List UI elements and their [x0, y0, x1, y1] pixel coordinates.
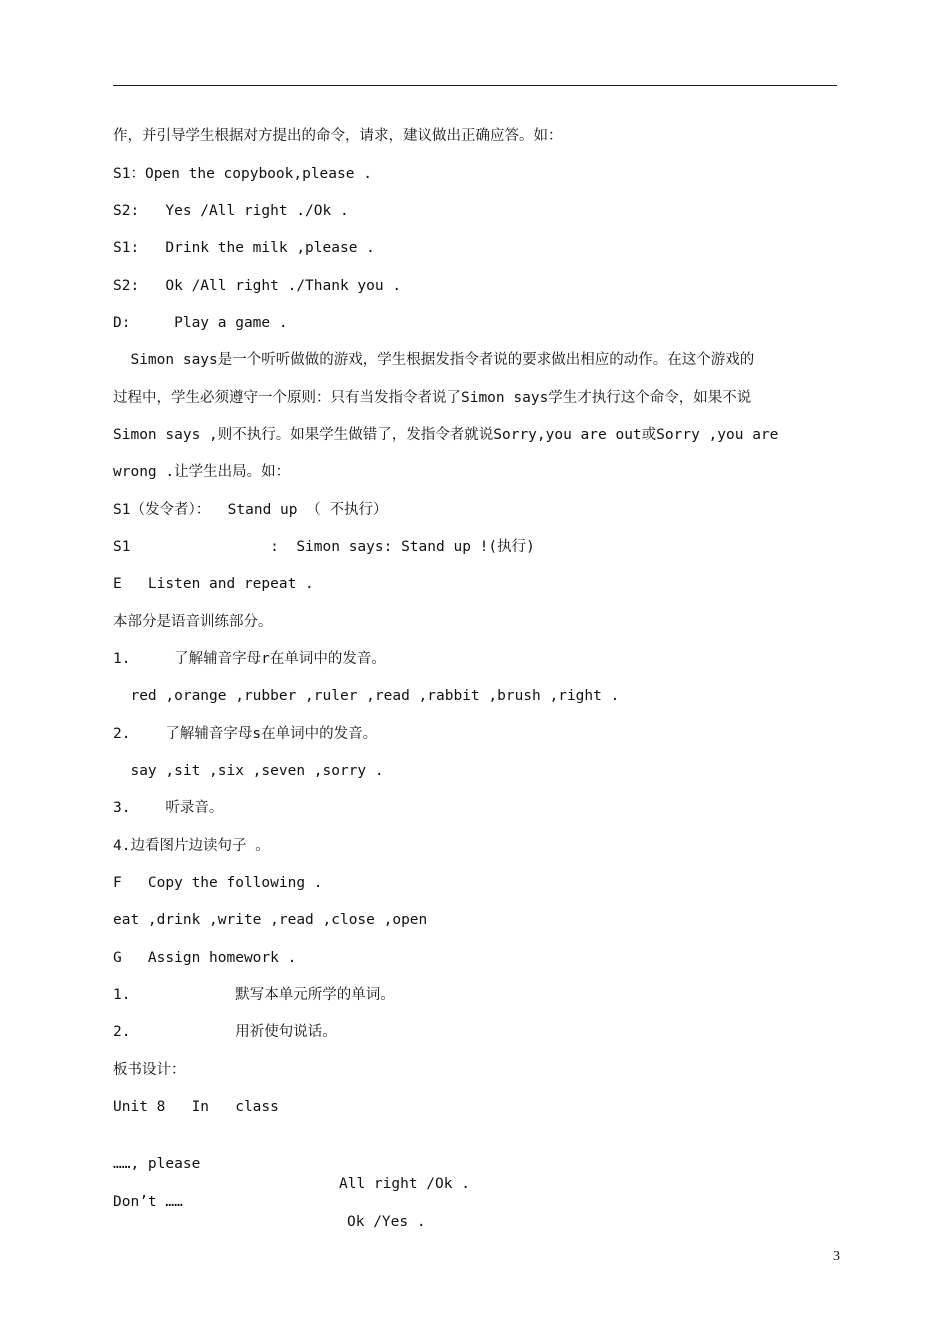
board-row-left: ……, please	[113, 1156, 201, 1172]
text-line: S1：Open the copybook,please .	[113, 166, 372, 182]
page-number: 3	[833, 1249, 840, 1264]
board-row-left: Don’t ……	[113, 1194, 183, 1210]
text-line: S1: Drink the milk ,please .	[113, 240, 375, 256]
text-line: 过程中，学生必须遵守一个原则：只有当发指令者说了Simon says学生才执行这个命令，如果不说	[113, 390, 752, 406]
text-line: 本部分是语音训练部分。	[113, 614, 273, 630]
text-line: S1（发令者）： Stand up （ 不执行）	[113, 502, 388, 518]
text-line: S2: Yes /All right ./Ok .	[113, 203, 349, 219]
text-line: 板书设计：	[113, 1062, 186, 1078]
board-row	[113, 1172, 837, 1252]
text-line: 1. 了解辅音字母r在单词中的发音。	[113, 651, 386, 667]
text-line: red ,orange ,rubber ,ruler ,read ,rabbit ,brush ,right .	[113, 688, 620, 704]
text-line: 作，并引导学生根据对方提出的命令，请求，建议做出正确应答。如：	[113, 128, 563, 144]
text-line: 4.边看图片边读句子 。	[113, 838, 270, 854]
text-line: S1 : Simon says: Stand up !(执行)	[113, 539, 535, 555]
text-line: wrong .让学生出局。如：	[113, 464, 291, 480]
board-row-right: All right /Ok .	[339, 1176, 470, 1192]
text-line: Simon says ,则不执行。如果学生做错了，发指令者就说Sorry,you are out或Sorry ,you are	[113, 427, 779, 443]
section-heading: G Assign homework .	[113, 950, 297, 966]
text-line: S2: Ok /All right ./Thank you .	[113, 278, 402, 294]
text-line: Unit 8 In class	[113, 1099, 279, 1115]
text-line: 3. 听录音。	[113, 800, 224, 816]
text-line: say ,sit ,six ,seven ,sorry .	[113, 763, 384, 779]
section-heading: F Copy the following .	[113, 875, 323, 891]
text-line: 2. 用祈使句说话。	[113, 1024, 337, 1040]
text-line: 2. 了解辅音字母s在单词中的发音。	[113, 726, 378, 742]
text-line: Simon says是一个听听做做的游戏，学生根据发指令者说的要求做出相应的动作。在这个游戏的	[113, 352, 755, 368]
header-rule	[113, 85, 837, 86]
section-heading: E Listen and repeat .	[113, 576, 314, 592]
board-row-right: Ok /Yes .	[347, 1214, 426, 1230]
text-line: D: Play a game .	[113, 315, 288, 331]
text-line: eat ,drink ,write ,read ,close ,open	[113, 912, 428, 928]
text-line: 1. 默写本单元所学的单词。	[113, 987, 395, 1003]
